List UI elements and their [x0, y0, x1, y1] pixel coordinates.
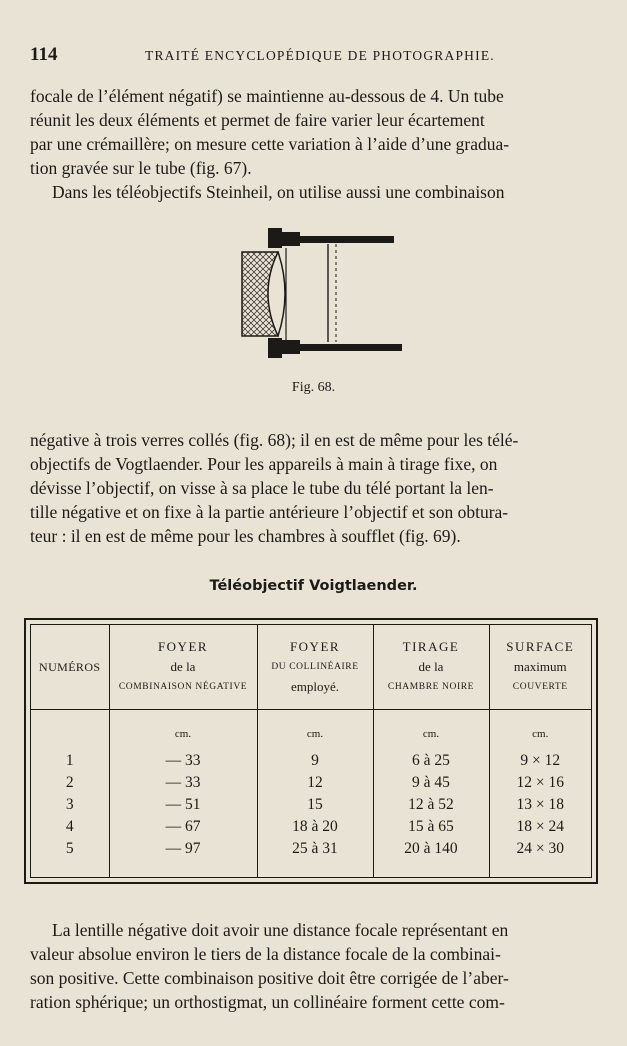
text-line: valeur absolue environ le tiers de la distance focale de la combinai-	[30, 944, 501, 964]
text-line: objectifs de Vogtlaender. Pour les appareils à main à tirage fixe, on	[30, 454, 498, 474]
data-table-frame	[24, 618, 598, 884]
text-line: La lentille négative doit avoir une distance focale représentant en	[52, 920, 509, 940]
table-cell: 6 à 25	[412, 752, 450, 769]
unit-label: cm.	[422, 728, 440, 740]
table-cell: 12	[307, 774, 323, 791]
data-table-inner	[30, 624, 592, 878]
table-cell: 25 à 31	[292, 840, 338, 857]
table-cell: 2	[65, 774, 74, 791]
paragraph-2	[30, 180, 605, 204]
table-cell: — 33	[165, 752, 201, 769]
table-body	[31, 710, 591, 878]
table-cell: — 33	[165, 774, 201, 791]
table-cell: 20 à 140	[404, 840, 458, 857]
text-line: dévisse l’objectif, on visse à sa place le tube du télé portant la len-	[30, 478, 494, 498]
table-header-row	[31, 625, 591, 710]
column-numeros	[31, 710, 109, 878]
column-header-tirage	[373, 625, 489, 710]
figure-caption: Fig. 68.	[291, 380, 336, 395]
column-header-surface	[489, 625, 591, 710]
header-text: SURFACE	[506, 639, 575, 654]
table-cell: 12 à 52	[408, 796, 454, 813]
header-text: DU COLLINÉAIRE	[271, 662, 359, 672]
header-text: CHAMBRE NOIRE	[387, 682, 475, 692]
column-foyer-collineaire	[257, 710, 373, 878]
table-cell: — 67	[165, 818, 201, 835]
table-cell: — 97	[165, 840, 201, 857]
paragraph-1	[30, 84, 605, 180]
text-line: par une crémaillère; on mesure cette variation à l’aide d’une gradua-	[30, 134, 510, 154]
page-header	[30, 44, 600, 68]
unit-label: cm.	[532, 728, 549, 740]
page-number: 114	[30, 44, 58, 65]
figure-68	[230, 218, 410, 368]
paragraph-3	[30, 428, 605, 548]
table-cell: 15	[307, 796, 323, 813]
column-surface	[489, 710, 591, 878]
column-header-foyer-combinaison	[109, 625, 257, 710]
table-cell: 12 × 16	[516, 774, 564, 791]
header-text: maximum	[513, 659, 567, 674]
text-line: réunit les deux éléments et permet de faire varier leur écartement	[30, 110, 485, 130]
text-line: son positive. Cette combinaison positive doit être corrigée de l’aber-	[30, 968, 509, 988]
table-cell: 9	[311, 752, 319, 769]
paragraph-4	[30, 918, 605, 1014]
header-text: FOYER	[289, 639, 341, 654]
column-foyer-combinaison	[109, 710, 257, 878]
header-text: employé.	[290, 679, 339, 694]
header-text: COUVERTE	[512, 682, 568, 692]
table-cell: 18 × 24	[516, 818, 564, 835]
unit-label: cm.	[306, 728, 324, 740]
table-cell: 18 à 20	[292, 818, 338, 835]
table-cell: 9 à 45	[412, 774, 450, 791]
table-cell: 9 × 12	[520, 752, 561, 769]
header-text: FOYER	[157, 639, 209, 654]
text-line: ration sphérique; un orthostigmat, un collinéaire forment cette com-	[30, 992, 505, 1012]
table-cell: 4	[65, 818, 74, 835]
table-cell: — 51	[165, 796, 201, 813]
header-text: de la	[170, 659, 196, 674]
table-title: Téléobjectif Voigtlaender.	[209, 578, 418, 594]
header-text: de la	[418, 659, 444, 674]
text-line: négative à trois verres collés (fig. 68); il en est de même pour les télé-	[30, 430, 519, 450]
header-text: TIRAGE	[402, 639, 460, 654]
text-line: Dans les téléobjectifs Steinheil, on utilise aussi une combinaison	[52, 182, 505, 202]
table-cell: 13 × 18	[516, 796, 564, 813]
column-header-foyer-collineaire	[257, 625, 373, 710]
table-cell: 3	[65, 796, 74, 813]
unit-label	[31, 728, 109, 750]
table-cell: 24 × 30	[516, 840, 564, 857]
teleobjective-diagram	[230, 218, 410, 368]
table-cell: 1	[65, 752, 74, 769]
table-cell: 5	[65, 840, 74, 857]
header-text: COMBINAISON NÉGATIVE	[118, 682, 248, 692]
unit-label: cm.	[174, 728, 192, 740]
data-table	[31, 625, 591, 877]
column-header-numeros	[31, 625, 109, 710]
text-line: tion gravée sur le tube (fig. 67).	[30, 158, 252, 178]
table-cell: 15 à 65	[408, 818, 454, 835]
header-text: NUMÉROS	[39, 660, 101, 674]
text-line: tille négative et on fixe à la partie antérieure l’objectif et son obtura-	[30, 502, 509, 522]
text-line: focale de l’élément négatif) se maintienne au-dessous de 4. Un tube	[30, 86, 504, 106]
column-tirage	[373, 710, 489, 878]
running-title: TRAITÉ ENCYCLOPÉDIQUE DE PHOTOGRAPHIE.	[145, 48, 495, 63]
text-line: teur : il en est de même pour les chambres à soufflet (fig. 69).	[30, 526, 461, 546]
